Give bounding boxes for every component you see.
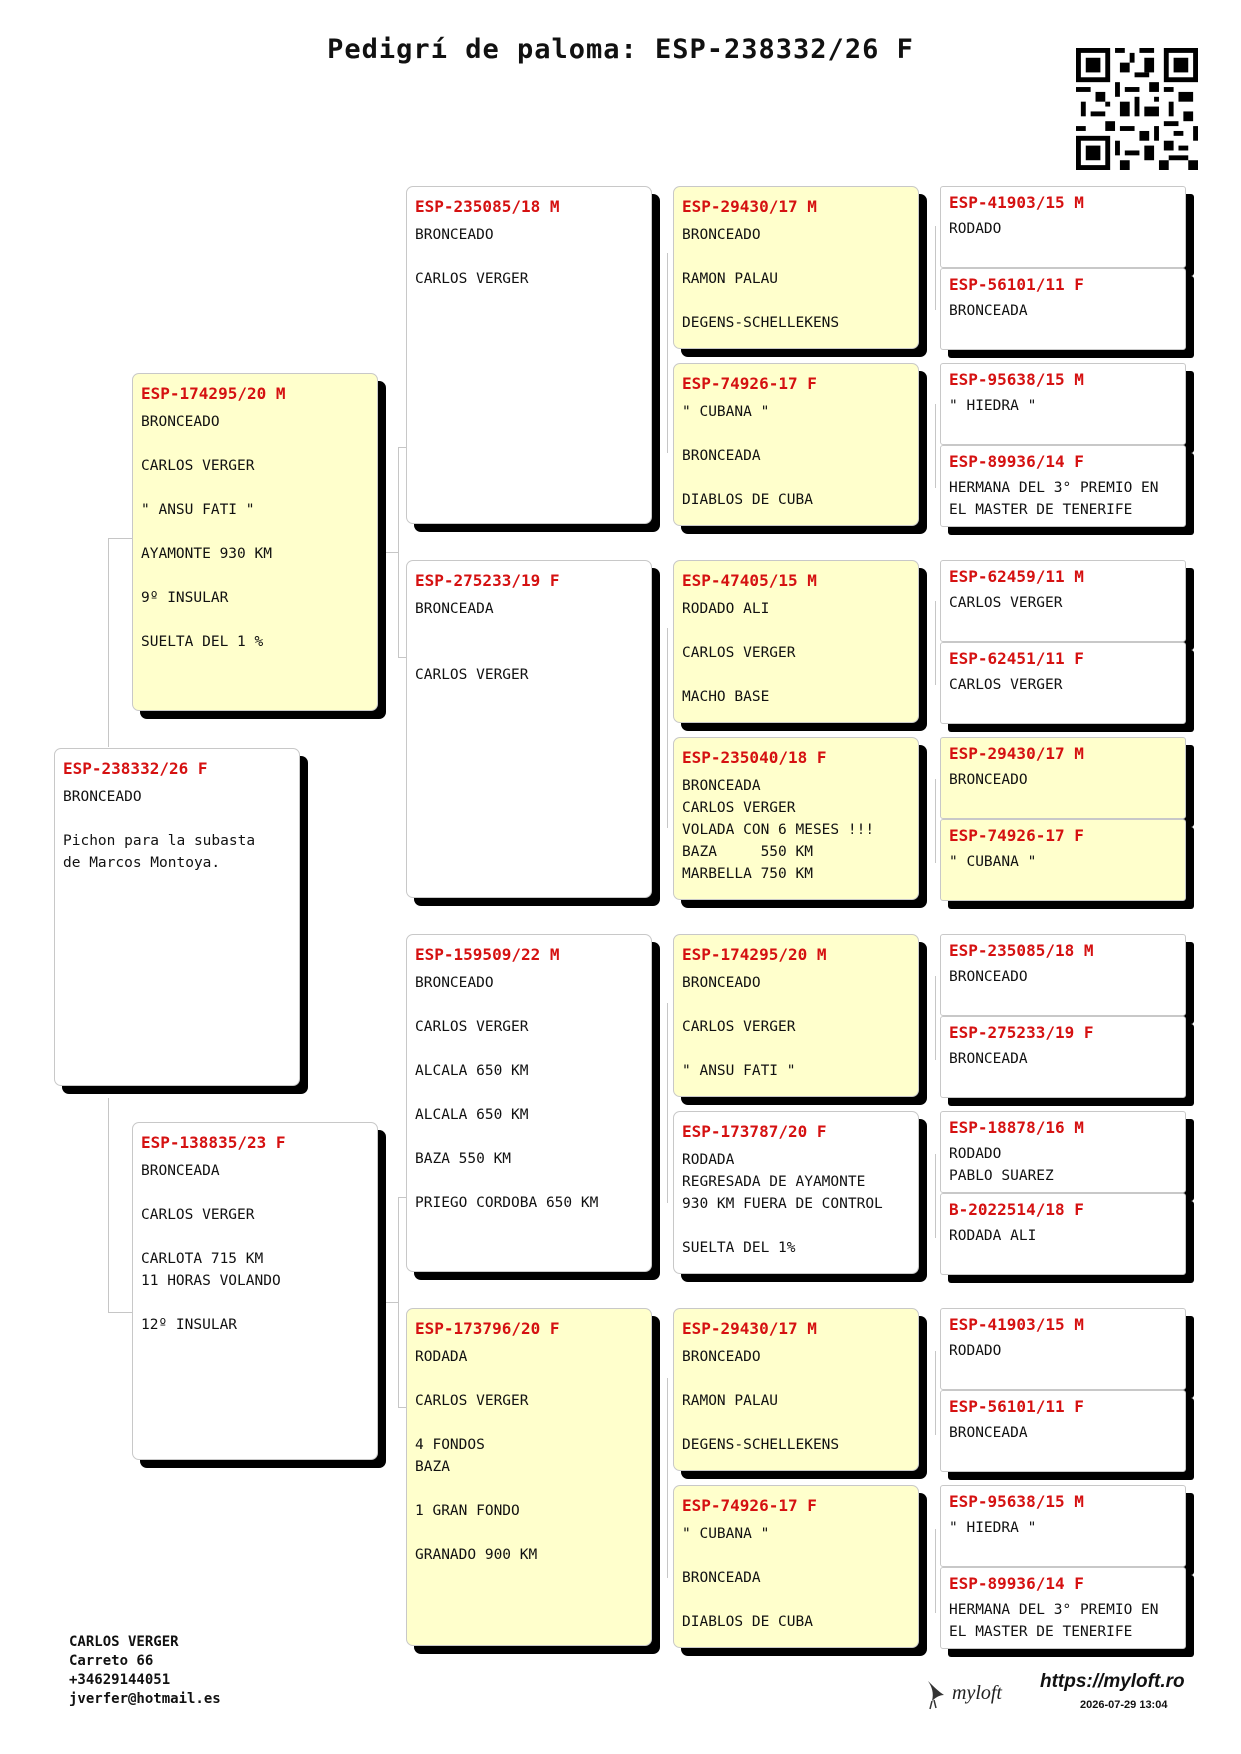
pigeon-card [940, 560, 1186, 642]
pigeon-notes [949, 395, 1177, 417]
pigeon-note-line: 930 KM FUERA DE CONTROL [682, 1196, 883, 1212]
pigeon-ring-id: ESP-235085/18 M [949, 941, 1094, 960]
pigeon-card [132, 373, 378, 711]
pigeon-note-line: CARLOS VERGER [682, 800, 796, 816]
connector-line [108, 538, 109, 747]
owner-info [69, 1633, 221, 1709]
pigeon-note-line [415, 1082, 643, 1104]
pigeon-notes [949, 769, 1177, 791]
pigeon-note-line [682, 994, 910, 1016]
pigeon-note-line: CARLOS VERGER [949, 677, 1063, 693]
pigeon-note-line: " ANSU FATI " [682, 1063, 796, 1079]
pigeon-note-line: MARBELLA 750 KM [682, 866, 813, 882]
pigeon-notes [682, 775, 910, 885]
pigeon-note-line: BRONCEADA [949, 1425, 1028, 1441]
pigeon-ring-id: ESP-138835/23 F [141, 1133, 286, 1152]
pigeon-notes [682, 598, 910, 708]
pigeon-note-line: BRONCEADA [415, 601, 494, 617]
pigeon-note-line: RODADO [949, 221, 1002, 237]
pigeon-note-line [141, 477, 369, 499]
myloft-logo [922, 1673, 1022, 1713]
pigeon-note-line [415, 1368, 643, 1390]
pigeon-card [406, 186, 652, 524]
pigeon-note-line: HERMANA DEL 3° PREMIO EN [949, 480, 1159, 496]
pigeon-note-line: CARLOS VERGER [949, 595, 1063, 611]
pigeon-note-line [141, 609, 369, 631]
pigeon-card [940, 1111, 1186, 1193]
pigeon-note-line: 12º INSULAR [141, 1317, 238, 1333]
pigeon-card [406, 934, 652, 1272]
pigeon-note-line: BRONCEADA [682, 1570, 761, 1586]
pigeon-card [673, 1308, 919, 1471]
pigeon-notes [949, 300, 1177, 322]
pigeon-card [940, 363, 1186, 445]
pigeon-notes [949, 966, 1177, 988]
pigeon-note-line [415, 1038, 643, 1060]
pigeon-ring-id: ESP-74926-17 F [949, 826, 1084, 845]
pigeon-note-line: BAZA 550 KM [682, 844, 813, 860]
pigeon-notes [141, 411, 369, 653]
pigeon-note-line: BRONCEADO [63, 789, 142, 805]
pigeon-note-line [415, 1170, 643, 1192]
pigeon-note-line [682, 1545, 910, 1567]
connector-line [935, 976, 936, 1060]
pigeon-note-line [415, 1412, 643, 1434]
pigeon-card [940, 1016, 1186, 1098]
pigeon-note-line: AYAMONTE 930 KM [141, 546, 272, 562]
pigeon-note-line: ALCALA 650 KM [415, 1063, 529, 1079]
pigeon-note-line: " CUBANA " [949, 854, 1037, 870]
pigeon-note-line: BRONCEADO [682, 1349, 761, 1365]
pigeon-notes [682, 1149, 910, 1259]
pigeon-card [673, 363, 919, 526]
pigeon-ring-id: ESP-95638/15 M [949, 1492, 1084, 1511]
pigeon-ring-id: ESP-62459/11 M [949, 567, 1084, 586]
pigeon-notes [682, 401, 910, 511]
connector-line [935, 404, 936, 488]
pigeon-note-line: CARLOS VERGER [415, 667, 529, 683]
pigeon-note-line: DEGENS-SCHELLEKENS [682, 1437, 840, 1453]
pigeon-note-line: EL MASTER DE TENERIFE [949, 1624, 1133, 1640]
pigeon-note-line: CARLOS VERGER [682, 1019, 796, 1035]
pigeon-note-line: 1 GRAN FONDO [415, 1503, 520, 1519]
pigeon-note-line: CARLOS VERGER [415, 1393, 529, 1409]
pigeon-note-line [682, 467, 910, 489]
pigeon-notes [415, 598, 643, 686]
pigeon-note-line: BRONCEADA [682, 448, 761, 464]
pigeon-note-line: 4 FONDOS [415, 1437, 485, 1453]
pigeon-notes [949, 1143, 1177, 1187]
connector-line [385, 1302, 398, 1303]
pigeon-card [673, 1485, 919, 1648]
pigeon-card [673, 737, 919, 900]
pigeon-note-line: 11 HORAS VOLANDO [141, 1273, 281, 1289]
pigeon-ring-id: ESP-29430/17 M [949, 744, 1084, 763]
pigeon-note-line [682, 246, 910, 268]
pigeon-note-line: BAZA [415, 1459, 450, 1475]
pigeon-note-line: CARLOS VERGER [415, 271, 529, 287]
pigeon-note-line [682, 1589, 910, 1611]
pigeon-note-line: GRANADO 900 KM [415, 1547, 538, 1563]
pigeon-note-line: BRONCEADA [949, 303, 1028, 319]
pigeon-card [940, 1193, 1186, 1275]
pigeon-note-line [682, 1412, 910, 1434]
pigeon-note-line: BRONCEADO [415, 975, 494, 991]
pigeon-notes [949, 477, 1177, 521]
pigeon-ring-id: ESP-62451/11 F [949, 649, 1084, 668]
pigeon-note-line: RODADA [415, 1349, 468, 1365]
pigeon-ring-id: ESP-18878/16 M [949, 1118, 1084, 1137]
pigeon-ring-id: ESP-275233/19 F [949, 1023, 1094, 1042]
connector-line [398, 1197, 399, 1407]
pigeon-card [940, 1390, 1186, 1472]
pigeon-note-line [141, 1292, 369, 1314]
pigeon-notes [415, 224, 643, 290]
pigeon-note-line: VOLADA CON 6 MESES !!! [682, 822, 875, 838]
pigeon-note-line [415, 620, 643, 642]
pigeon-note-line: BRONCEADO [682, 227, 761, 243]
pigeon-notes [949, 1225, 1177, 1247]
pigeon-card [406, 1308, 652, 1646]
pigeon-card [406, 560, 652, 898]
pigeon-ring-id: ESP-95638/15 M [949, 370, 1084, 389]
pigeon-card [673, 186, 919, 349]
qr-code [1076, 48, 1198, 170]
pigeon-note-line [415, 246, 643, 268]
pigeon-ring-id: ESP-41903/15 M [949, 1315, 1084, 1334]
pigeon-card [132, 1122, 378, 1460]
pigeon-note-line: RAMON PALAU [682, 271, 779, 287]
connector-line [935, 226, 936, 310]
pigeon-notes [949, 1599, 1177, 1643]
pigeon-note-line [682, 620, 910, 642]
pigeon-note-line: PABLO SUAREZ [949, 1168, 1054, 1184]
pigeon-ring-id: ESP-238332/26 F [63, 759, 208, 778]
pigeon-ring-id: ESP-235085/18 M [415, 197, 560, 216]
connector-line [935, 601, 936, 685]
pigeon-note-line [682, 1215, 910, 1237]
pigeon-notes [949, 218, 1177, 240]
pigeon-ring-id: ESP-74926-17 F [682, 1496, 817, 1515]
pigeon-note-line [682, 664, 910, 686]
pigeon-note-line: DIABLOS DE CUBA [682, 1614, 813, 1630]
pigeon-note-line: BAZA 550 KM [415, 1151, 512, 1167]
pigeon-notes [415, 972, 643, 1214]
connector-line [667, 628, 668, 828]
pigeon-note-line: DIABLOS DE CUBA [682, 492, 813, 508]
pigeon-note-line [682, 290, 910, 312]
pigeon-note-line: DEGENS-SCHELLEKENS [682, 315, 840, 331]
owner-email: jverfer@hotmail.es [69, 1691, 221, 1707]
connector-line [667, 1003, 668, 1203]
pigeon-ring-id: ESP-56101/11 F [949, 275, 1084, 294]
pigeon-card [940, 819, 1186, 901]
connector-line [108, 1098, 109, 1312]
pigeon-notes [949, 1422, 1177, 1444]
pigeon-card [940, 1485, 1186, 1567]
pigeon-card [940, 1567, 1186, 1649]
pigeon-ring-id: ESP-29430/17 M [682, 197, 817, 216]
pigeon-note-line: " ANSU FATI " [141, 502, 255, 518]
pigeon-ring-id: ESP-174295/20 M [141, 384, 286, 403]
connector-line [398, 447, 399, 657]
page-title: Pedigrí de paloma: ESP-238332/26 F [327, 34, 914, 65]
pigeon-card [54, 748, 300, 1086]
pigeon-notes [949, 1340, 1177, 1362]
pigeon-card [673, 934, 919, 1097]
pigeon-notes [415, 1346, 643, 1566]
pigeon-note-line: BRONCEADO [949, 969, 1028, 985]
pigeon-ring-id: ESP-29430/17 M [682, 1319, 817, 1338]
pigeon-note-line: BRONCEADO [949, 772, 1028, 788]
connector-line [108, 538, 132, 539]
pigeon-note-line: BRONCEADA [682, 778, 761, 794]
pigeon-card [940, 1308, 1186, 1390]
pigeon-note-line: BRONCEADO [415, 227, 494, 243]
pigeon-note-line: " CUBANA " [682, 1526, 770, 1542]
pigeon-ring-id: ESP-174295/20 M [682, 945, 827, 964]
pigeon-note-line: EL MASTER DE TENERIFE [949, 502, 1133, 518]
pigeon-ring-id: ESP-74926-17 F [682, 374, 817, 393]
pigeon-note-line [682, 1038, 910, 1060]
pigeon-card [940, 737, 1186, 819]
website-link[interactable]: https://myloft.ro [1040, 1671, 1185, 1692]
connector-line [935, 779, 936, 863]
pigeon-note-line [682, 423, 910, 445]
pigeon-note-line [141, 1182, 369, 1204]
pigeon-ring-id: ESP-159509/22 M [415, 945, 560, 964]
pigeon-ring-id: ESP-89936/14 F [949, 1574, 1084, 1593]
pigeon-notes [949, 851, 1177, 873]
pigeon-ring-id: ESP-235040/18 F [682, 748, 827, 767]
pigeon-note-line: RODADO ALI [682, 601, 770, 617]
pigeon-card [673, 1111, 919, 1274]
connector-line [935, 1154, 936, 1238]
pigeon-note-line: SUELTA DEL 1% [682, 1240, 796, 1256]
pigeon-notes [949, 1517, 1177, 1539]
pigeon-ring-id: ESP-41903/15 M [949, 193, 1084, 212]
pigeon-note-line: CARLOS VERGER [141, 458, 255, 474]
pigeon-note-line: RODADA ALI [949, 1228, 1037, 1244]
svg-text:myloft: myloft [952, 1682, 1002, 1704]
pigeon-note-line [415, 1126, 643, 1148]
owner-phone: +34629144051 [69, 1672, 171, 1688]
pigeon-notes [141, 1160, 369, 1336]
pigeon-notes [682, 224, 910, 334]
pigeon-ring-id: ESP-275233/19 F [415, 571, 560, 590]
pigeon-note-line [141, 521, 369, 543]
pigeon-note-line: " HIEDRA " [949, 1520, 1037, 1536]
pigeon-notes [682, 972, 910, 1082]
pigeon-note-line: BRONCEADA [141, 1163, 220, 1179]
pigeon-note-line: RODADO [949, 1146, 1002, 1162]
pigeon-note-line: ALCALA 650 KM [415, 1107, 529, 1123]
pigeon-notes [682, 1523, 910, 1633]
connector-line [108, 1312, 132, 1313]
pigeon-note-line [141, 1226, 369, 1248]
pigeon-note-line: MACHO BASE [682, 689, 770, 705]
pigeon-card [673, 560, 919, 723]
pigeon-note-line: BRONCEADA [949, 1051, 1028, 1067]
pigeon-note-line: CARLOS VERGER [682, 645, 796, 661]
pigeon-card [940, 934, 1186, 1016]
pigeon-notes [949, 592, 1177, 614]
pigeon-note-line: HERMANA DEL 3° PREMIO EN [949, 1602, 1159, 1618]
pigeon-ring-id: ESP-89936/14 F [949, 452, 1084, 471]
pigeon-card [940, 445, 1186, 527]
pigeon-card [940, 186, 1186, 268]
pigeon-note-line: RODADO [949, 1343, 1002, 1359]
pigeon-note-line: " CUBANA " [682, 404, 770, 420]
pigeon-ring-id: ESP-173787/20 F [682, 1122, 827, 1141]
pigeon-note-line [141, 433, 369, 455]
pigeon-ring-id: B-2022514/18 F [949, 1200, 1084, 1219]
pigeon-note-line [415, 642, 643, 664]
pigeon-note-line [415, 1478, 643, 1500]
timestamp: 2026-07-29 13:04 [1080, 1699, 1168, 1711]
pigeon-note-line: de Marcos Montoya. [63, 855, 221, 871]
connector-line [667, 1378, 668, 1578]
pigeon-note-line: BRONCEADO [682, 975, 761, 991]
pigeon-note-line [141, 565, 369, 587]
pigeon-note-line: BRONCEADO [141, 414, 220, 430]
pigeon-card [940, 268, 1186, 350]
pigeon-note-line: RODADA [682, 1152, 735, 1168]
pigeon-note-line: Pichon para la subasta [63, 833, 256, 849]
pigeon-note-line: RAMON PALAU [682, 1393, 779, 1409]
connector-line [935, 1529, 936, 1613]
pigeon-note-line: 9º INSULAR [141, 590, 229, 606]
pigeon-note-line: CARLOTA 715 KM [141, 1251, 264, 1267]
pigeon-note-line: PRIEGO CORDOBA 650 KM [415, 1195, 599, 1211]
connector-line [667, 253, 668, 453]
owner-name: CARLOS VERGER [69, 1634, 179, 1650]
pigeon-note-line: SUELTA DEL 1 % [141, 634, 264, 650]
pigeon-notes [949, 674, 1177, 696]
pigeon-card [940, 642, 1186, 724]
pigeon-ring-id: ESP-47405/15 M [682, 571, 817, 590]
pigeon-ring-id: ESP-56101/11 F [949, 1397, 1084, 1416]
pigeon-ring-id: ESP-173796/20 F [415, 1319, 560, 1338]
pigeon-note-line [63, 808, 291, 830]
connector-line [385, 552, 398, 553]
pigeon-notes [949, 1048, 1177, 1070]
connector-line [935, 1351, 936, 1435]
pigeon-note-line [415, 1522, 643, 1544]
owner-address: Carreto 66 [69, 1653, 154, 1669]
pigeon-note-line: CARLOS VERGER [141, 1207, 255, 1223]
pigeon-note-line: " HIEDRA " [949, 398, 1037, 414]
pigeon-notes [63, 786, 291, 874]
pigeon-note-line: CARLOS VERGER [415, 1019, 529, 1035]
pigeon-note-line [682, 1368, 910, 1390]
pigeon-notes [682, 1346, 910, 1456]
pigeon-note-line [415, 994, 643, 1016]
pigeon-note-line: REGRESADA DE AYAMONTE [682, 1174, 866, 1190]
